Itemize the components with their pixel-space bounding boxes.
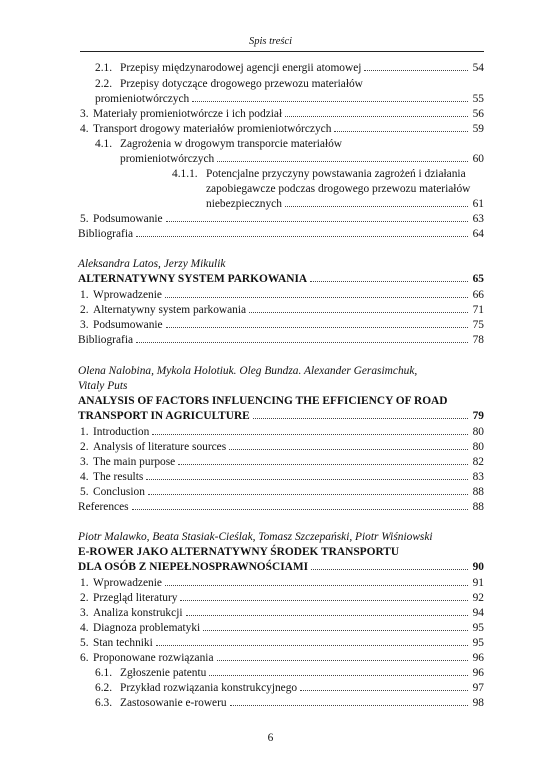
- dot-leader: [136, 342, 468, 343]
- article-title: ALTERNATYWNY SYSTEM PARKOWANIA: [78, 273, 308, 285]
- toc-entry[interactable]: [78, 455, 484, 470]
- entry-title: Transport drogowy materiałów promieniotwórczych: [93, 123, 332, 135]
- entry-line: [93, 636, 484, 651]
- dot-leader: [203, 630, 468, 631]
- entry-title: Zastosowanie e-roweru: [120, 697, 227, 709]
- toc-entry[interactable]: [78, 288, 484, 303]
- entry-title: Stan techniki: [93, 637, 153, 649]
- entry-number: 4.: [80, 622, 89, 634]
- entry-title: Podsumowanie: [93, 319, 163, 331]
- entry-number: 1.: [80, 426, 89, 438]
- entry-page: 82: [472, 456, 484, 468]
- toc-entry[interactable]: [78, 333, 484, 348]
- entry-number: 6.2.: [95, 682, 113, 694]
- toc-entry[interactable]: [78, 681, 484, 696]
- entry-number: 6.: [80, 652, 89, 664]
- entry-line: [93, 212, 484, 227]
- entry-number: 3.: [80, 319, 89, 331]
- entry-title: Bibliografia: [78, 334, 134, 346]
- toc-entry[interactable]: [78, 303, 484, 318]
- entry-line: [93, 288, 484, 303]
- dot-leader: [165, 297, 468, 298]
- entry-page: 94: [472, 607, 484, 619]
- entry-page: 61: [472, 198, 484, 210]
- entry-page: 97: [472, 682, 484, 694]
- dot-leader: [165, 585, 468, 586]
- entry-page: 88: [472, 486, 484, 498]
- entry-number: 3.: [80, 456, 89, 468]
- entry-page: 59: [472, 123, 484, 135]
- dot-leader: [178, 464, 468, 465]
- toc-entry[interactable]: [78, 61, 484, 76]
- entry-page: 88: [472, 501, 484, 513]
- entry-line: [93, 440, 484, 455]
- dot-leader: [334, 131, 468, 132]
- entry-line: [93, 107, 484, 122]
- entry-number: 1.: [80, 289, 89, 301]
- page-number: 6: [267, 732, 274, 744]
- entry-number: 5.: [80, 486, 89, 498]
- dot-leader: [136, 236, 468, 237]
- article-title-entry[interactable]: [78, 409, 484, 424]
- entry-line: [78, 272, 484, 287]
- entry-page: 83: [472, 471, 484, 483]
- entry-title: Introduction: [93, 426, 150, 438]
- entry-number: 5.: [80, 637, 89, 649]
- entry-line: [78, 560, 484, 575]
- entry-title: Analiza konstrukcji: [93, 607, 183, 619]
- entry-line: [78, 227, 484, 242]
- entry-line: [93, 621, 484, 636]
- entry-page: 66: [472, 289, 484, 301]
- entry-title: Zgłoszenie patentu: [120, 667, 207, 679]
- toc-entry[interactable]: [78, 485, 484, 500]
- entry-title: Analysis of literature sources: [93, 441, 227, 453]
- entry-number: 2.2.: [95, 78, 113, 90]
- entry-page: 95: [472, 637, 484, 649]
- entry-page: 92: [472, 592, 484, 604]
- entry-line: [93, 122, 484, 137]
- entry-title: niebezpiecznych: [206, 198, 282, 210]
- entry-title: Conclusion: [93, 486, 145, 498]
- entry-line: [93, 591, 484, 606]
- entry-page: 55: [472, 93, 484, 105]
- entry-title-line[interactable]: Przepisy dotyczące drogowego przewozu materiałów: [120, 78, 363, 90]
- toc-entry[interactable]: [78, 227, 484, 242]
- dot-leader: [229, 449, 468, 450]
- entry-line: [78, 409, 484, 424]
- entry-page: 75: [472, 319, 484, 331]
- entry-number: 4.: [80, 123, 89, 135]
- entry-line: [93, 425, 484, 440]
- toc-entry[interactable]: [78, 591, 484, 606]
- toc-entry[interactable]: [78, 651, 484, 666]
- entry-number: 4.1.1.: [172, 168, 198, 180]
- article-title: TRANSPORT IN AGRICULTURE: [78, 410, 250, 422]
- entry-title: promieniotwórczych: [120, 153, 215, 165]
- toc-entry[interactable]: [78, 621, 484, 636]
- entry-page: 60: [472, 153, 484, 165]
- entry-number: 6.1.: [95, 667, 113, 679]
- entry-number: 6.3.: [95, 697, 113, 709]
- entry-title: The results: [93, 471, 144, 483]
- toc-entry[interactable]: [78, 696, 484, 711]
- entry-page: 96: [472, 652, 484, 664]
- toc-entry[interactable]: [78, 606, 484, 621]
- entry-title: Przepisy międzynarodowej agencji energii atomowej: [120, 62, 362, 74]
- entry-line: [93, 576, 484, 591]
- dot-leader: [364, 70, 468, 71]
- toc-entry[interactable]: [78, 197, 484, 212]
- entry-line: [93, 606, 484, 621]
- entry-line: [93, 455, 484, 470]
- entry-title: Wprowadzenie: [93, 577, 162, 589]
- entry-page: 98: [472, 697, 484, 709]
- entry-title: Materiały promieniotwórcze i ich podział: [93, 108, 283, 120]
- entry-line: [93, 485, 484, 500]
- toc-entry[interactable]: [78, 152, 484, 167]
- entry-number: 1.: [80, 577, 89, 589]
- entry-page: 54: [472, 62, 484, 74]
- article-authors: Vitaly Puts: [78, 380, 128, 392]
- entry-page: 65: [472, 273, 484, 285]
- entry-title: References: [78, 501, 129, 513]
- toc-entry[interactable]: [78, 122, 484, 137]
- dot-leader: [285, 116, 468, 117]
- entry-line: [78, 333, 484, 348]
- dot-leader: [152, 434, 468, 435]
- entry-line: [78, 500, 484, 515]
- entry-number: 4.1.: [95, 138, 113, 150]
- dot-leader: [156, 645, 468, 646]
- dot-leader: [146, 479, 468, 480]
- entry-number: 2.: [80, 592, 89, 604]
- entry-title: The main purpose: [93, 456, 176, 468]
- toc-entry[interactable]: [78, 636, 484, 651]
- dot-leader: [230, 705, 468, 706]
- running-header: Spis treści: [248, 36, 293, 47]
- entry-number: 3.: [80, 607, 89, 619]
- toc-entry[interactable]: [78, 666, 484, 681]
- entry-page: 56: [472, 108, 484, 120]
- entry-number: 4.: [80, 471, 89, 483]
- toc-entry[interactable]: [78, 212, 484, 227]
- entry-line: [120, 696, 484, 711]
- entry-title: Bibliografia: [78, 228, 134, 240]
- entry-title: Diagnoza problematyki: [93, 622, 201, 634]
- toc-entry[interactable]: [78, 576, 484, 591]
- entry-line: [120, 666, 484, 681]
- entry-page: 78: [472, 334, 484, 346]
- toc-entry[interactable]: [78, 470, 484, 485]
- dot-leader: [217, 161, 468, 162]
- entry-line: [95, 92, 484, 107]
- dot-leader: [132, 509, 468, 510]
- entry-line: [120, 152, 484, 167]
- entry-title-line[interactable]: zapobiegawcze podczas drogowego przewozu materiałów: [206, 183, 471, 195]
- entry-page: 64: [472, 228, 484, 240]
- entry-title: Alternatywny system parkowania: [93, 304, 247, 316]
- entry-line: [206, 197, 484, 212]
- article-title-line[interactable]: ANALYSIS OF FACTORS INFLUENCING THE EFFICIENCY OF ROAD: [78, 395, 448, 407]
- article-authors: Piotr Malawko, Beata Stasiak-Cieślak, Tomasz Szczepański, Piotr Wiśniowski: [78, 531, 433, 543]
- entry-page: 80: [472, 441, 484, 453]
- entry-page: 96: [472, 667, 484, 679]
- toc-entry[interactable]: [78, 107, 484, 122]
- entry-line: [93, 303, 484, 318]
- entry-number: 5.: [80, 213, 89, 225]
- entry-line: [120, 681, 484, 696]
- dot-leader: [311, 569, 468, 570]
- entry-title-line[interactable]: Zagrożenia w drogowym transporcie materiałów: [120, 138, 343, 150]
- article-authors: Olena Nalobina, Mykola Holotiuk. Oleg Bundza. Alexander Gerasimchuk,: [78, 365, 418, 377]
- dot-leader: [285, 206, 468, 207]
- header-rule: [80, 51, 484, 52]
- entry-title: Wprowadzenie: [93, 289, 162, 301]
- entry-line: [120, 61, 484, 76]
- entry-title: Proponowane rozwiązania: [93, 652, 214, 664]
- dot-leader: [300, 690, 468, 691]
- dot-leader: [192, 101, 468, 102]
- dot-leader: [217, 660, 468, 661]
- entry-page: 71: [472, 304, 484, 316]
- entry-page: 91: [472, 577, 484, 589]
- entry-title: Podsumowanie: [93, 213, 163, 225]
- entry-number: 2.: [80, 441, 89, 453]
- toc-entry[interactable]: [78, 440, 484, 455]
- entry-page: 79: [472, 410, 484, 422]
- dot-leader: [180, 600, 468, 601]
- toc-entry[interactable]: [78, 425, 484, 440]
- toc-entry[interactable]: [78, 92, 484, 107]
- article-title-entry[interactable]: [78, 560, 484, 575]
- article-title: DLA OSÓB Z NIEPEŁNOSPRAWNOŚCIAMI: [78, 561, 309, 573]
- toc-entry[interactable]: [78, 500, 484, 515]
- dot-leader: [166, 221, 468, 222]
- article-title-line[interactable]: E-ROWER JAKO ALTERNATYWNY ŚRODEK TRANSPORTU: [78, 546, 400, 558]
- entry-title-line[interactable]: Potencjalne przyczyny powstawania zagrożeń i działania: [206, 168, 466, 180]
- entry-number: 3.: [80, 108, 89, 120]
- entry-number: 2.: [80, 304, 89, 316]
- dot-leader: [186, 615, 468, 616]
- dot-leader: [310, 281, 468, 282]
- dot-leader: [148, 494, 468, 495]
- entry-title: promieniotwórczych: [95, 93, 190, 105]
- toc-entry[interactable]: [78, 318, 484, 333]
- entry-title: Przegląd literatury: [93, 592, 178, 604]
- entry-number: 2.1.: [95, 62, 113, 74]
- entry-page: 90: [472, 561, 484, 573]
- dot-leader: [249, 312, 468, 313]
- dot-leader: [209, 675, 468, 676]
- entry-line: [93, 318, 484, 333]
- entry-line: [93, 651, 484, 666]
- article-title-entry[interactable]: [78, 272, 484, 287]
- dot-leader: [253, 418, 468, 419]
- entry-title: Przykład rozwiązania konstrukcyjnego: [120, 682, 298, 694]
- entry-page: 63: [472, 213, 484, 225]
- entry-page: 95: [472, 622, 484, 634]
- entry-line: [93, 470, 484, 485]
- dot-leader: [166, 327, 468, 328]
- article-authors: Aleksandra Latos, Jerzy Mikulik: [78, 258, 226, 270]
- entry-page: 80: [472, 426, 484, 438]
